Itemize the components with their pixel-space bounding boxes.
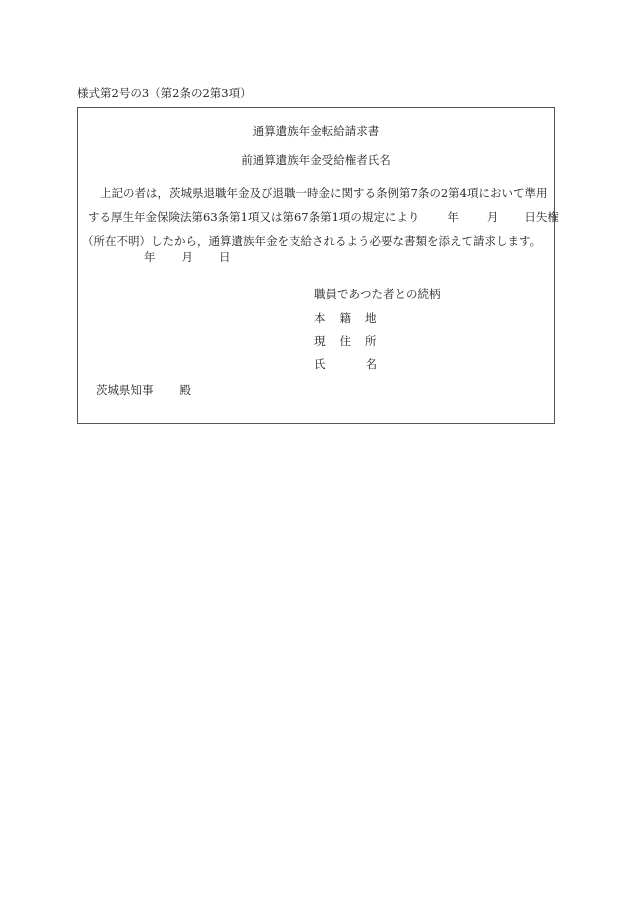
date-year-label: 年 [144, 250, 156, 264]
address-char-3: 所 [365, 334, 377, 348]
application-date [144, 252, 231, 264]
domicile-char-3: 地 [365, 311, 377, 325]
domicile-char-1: 本 [314, 311, 326, 325]
form-title: 通算遺族年金転給請求書 [252, 124, 380, 138]
addressee [96, 385, 191, 397]
name-char-1: 氏 [314, 357, 326, 371]
form-number: 様式第2号の3（第2条の2第3項） [77, 86, 252, 100]
addressee-honorific: 殿 [179, 383, 191, 397]
relationship-label: 職員であつた者との続柄 [314, 287, 441, 301]
domicile-label [314, 313, 377, 325]
body-line-2 [88, 212, 559, 224]
date-day-label: 日 [219, 250, 231, 264]
addressee-name: 茨城県知事 [96, 383, 154, 397]
former-recipient-name-label: 前通算遺族年金受給権者氏名 [241, 153, 391, 167]
loss-year-label: 年 [447, 210, 459, 224]
body-line-1: 上記の者は，茨城県退職年金及び退職一時金に関する条例第7条の2第4項において準用 [100, 186, 548, 200]
body-line-2-text: する厚生年金保険法第63条第1項又は第67条第1項の規定により [88, 210, 420, 224]
body-line-3: （所在不明）したから，通算遺族年金を支給されるよう必要な書類を添えて請求します。 [82, 234, 542, 248]
address-label [314, 336, 377, 348]
date-month-label: 月 [181, 250, 193, 264]
loss-day-label: 日失権 [524, 210, 559, 224]
domicile-char-2: 籍 [339, 311, 351, 325]
address-char-2: 住 [339, 334, 351, 348]
loss-month-label: 月 [486, 210, 499, 224]
name-label [314, 359, 377, 371]
form-frame [77, 107, 559, 424]
name-char-2: 名 [365, 357, 377, 371]
address-char-1: 現 [314, 334, 326, 348]
